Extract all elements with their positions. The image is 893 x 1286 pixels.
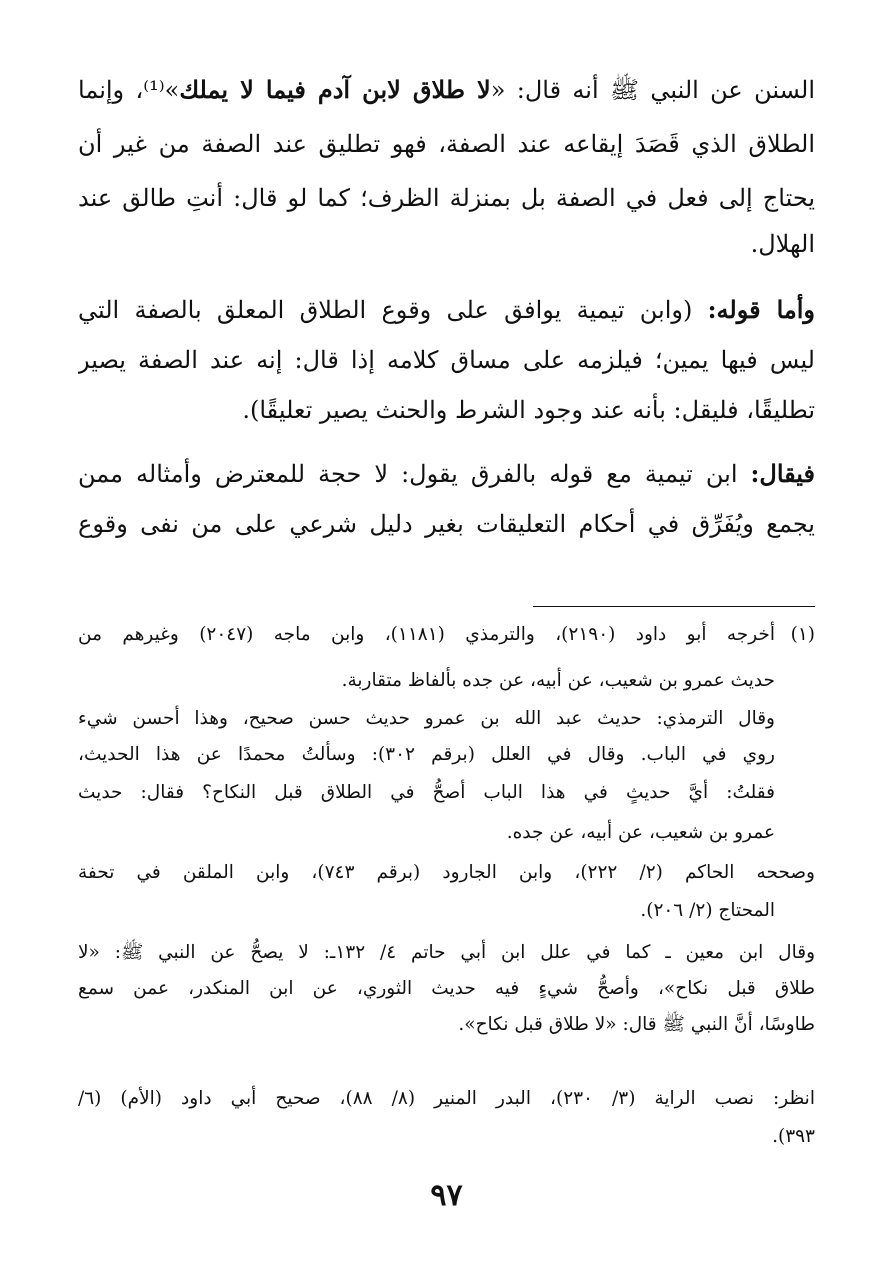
body-line: يجمع ويُفَرِّق في أحكام التعليقات بغير دليل شرعي على من نفى وقوع	[78, 510, 815, 538]
page-number: ٩٧	[430, 1178, 463, 1213]
footnote-line: أخرجه أبو داود (٢١٩٠)، والترمذي (١١٨١)، وابن ماجه (٢٠٤٧) وغيرهم من	[78, 624, 775, 645]
footnote-line: وقال ابن معين ـ كما في علل ابن أبي حاتم ٤/ ١٣٢ـ: لا يصحُّ عن النبي ﷺ: «لا	[78, 942, 815, 963]
footnote-line: انظر: نصب الراية (٣/ ٢٣٠)، البدر المنير (٨/ ٨٨)، صحيح أبي داود (الأم) (٦/	[78, 1088, 815, 1109]
body-line: تطليقًا، فليقل: بأنه عند وجود الشرط والحنث يصير تعليقًا).	[242, 396, 815, 424]
footnote-line: طلاق قبل نكاح»، وأصحُّ شيءٍ فيه حديث الثوري، عن ابن المنكدر، عمن سمع	[78, 978, 815, 999]
body-line: ليس فيها يمين؛ فيلزمه على مساق كلامه إذا قال: إنه عند الصفة يصير	[78, 346, 815, 374]
body-line: فيقال: ابن تيمية مع قوله بالفرق يقول: لا حجة للمعترض وأمثاله ممن	[78, 459, 815, 488]
footnote-line: المحتاج (٢/ ٢٠٦).	[640, 900, 775, 921]
body-line: الطلاق الذي قَصَدَ إيقاعه عند الصفة، فهو تطليق عند الصفة من غير أن	[78, 130, 815, 158]
footnote-line: وصححه الحاكم (٢/ ٢٢٢)، وابن الجارود (برقم ٧٤٣)، وابن الملقن في تحفة	[78, 862, 815, 883]
footnote-line: طاوسًا، أنَّ النبي ﷺ قال: «لا طلاق قبل نكاح».	[458, 1014, 815, 1035]
footnote-line: وقال الترمذي: حديث عبد الله بن عمرو حديث حسن صحيح، وهذا أحسن شيء	[78, 708, 775, 729]
footnote-line: حديث عمرو بن شعيب، عن أبيه، عن جده بألفاظ متقاربة.	[341, 670, 775, 691]
body-line: وأما قوله: (وابن تيمية يوافق على وقوع الطلاق المعلق بالصفة التي	[78, 295, 815, 324]
footnote-separator	[533, 606, 815, 607]
footnote-line: فقلتُ: أيَّ حديثٍ في هذا الباب أصحُّ في الطلاق قبل النكاح؟ فقال: حديث	[78, 782, 775, 803]
footnote-number: (١)	[790, 624, 815, 645]
body-line: السنن عن النبي ﷺ أنه قال: «لا طلاق لابن آدم فيما لا يملك»⁽¹⁾، وإنما	[78, 75, 815, 104]
footnote-line: ٣٩٣).	[772, 1126, 815, 1147]
footnote-line: روي في الباب. وقال في العلل (برقم ٣٠٢): وسألتُ محمدًا عن هذا الحديث،	[78, 744, 775, 765]
body-line: يحتاج إلى فعل في الصفة بل بمنزلة الظرف؛ كما لو قال: أنتِ طالق عند	[78, 184, 815, 212]
footnote-line: عمرو بن شعيب، عن أبيه، عن جده.	[506, 822, 775, 843]
body-line: الهلال.	[750, 230, 815, 258]
